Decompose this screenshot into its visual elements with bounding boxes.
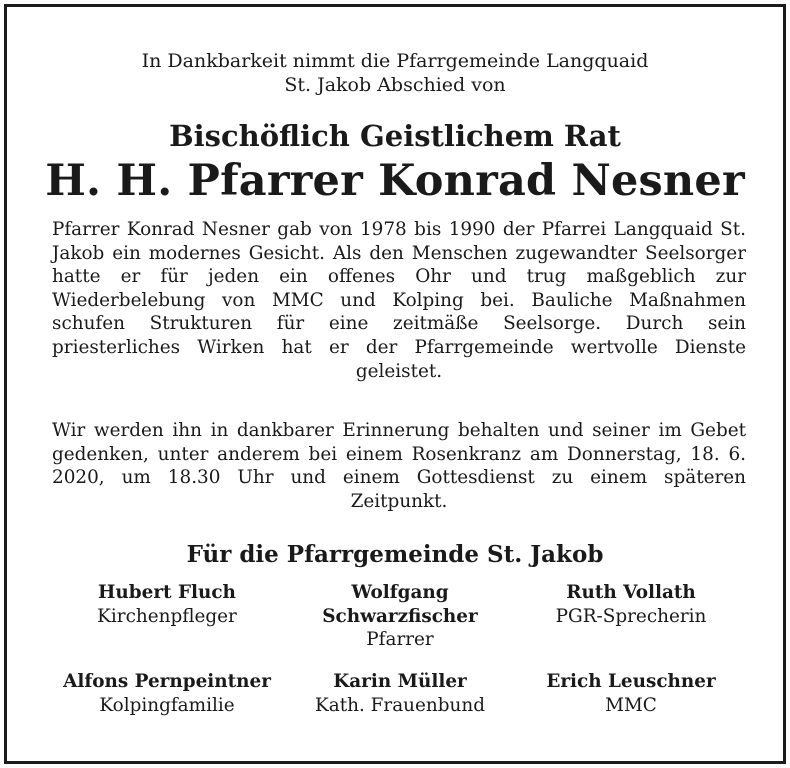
- signature-role: PGR-Sprecherin: [555, 605, 707, 627]
- signature-role: MMC: [605, 694, 657, 716]
- signature-karin-mueller: [270, 670, 530, 717]
- signature-alfons-pernpeintner: [37, 670, 297, 717]
- intro-text: [7, 49, 783, 97]
- deceased-name: H. H. Pfarrer Konrad Nesner: [45, 156, 745, 206]
- obituary-notice: [4, 4, 786, 764]
- signature-erich-leuschner: [501, 670, 761, 717]
- intro-line-2: St. Jakob Abschied von: [284, 74, 506, 96]
- signature-name-line-2: Schwarzfischer: [322, 605, 478, 627]
- signature-hubert-fluch: [37, 581, 297, 628]
- signature-name: Alfons Pernpeintner: [63, 671, 271, 692]
- honorific-title: Bischöflich Geistlichem Rat: [169, 119, 621, 153]
- signature-name: Ruth Vollath: [566, 582, 696, 603]
- signature-role: Kolpingfamilie: [99, 694, 235, 716]
- signature-name-line-1: Wolfgang: [351, 582, 449, 603]
- signature-role: Kath. Frauenbund: [315, 694, 485, 716]
- signature-wolfgang-schwarzfischer: [270, 581, 530, 652]
- signature-name: Erich Leuschner: [546, 671, 716, 692]
- signature-name: Hubert Fluch: [98, 582, 236, 603]
- signature-role: Kirchenpfleger: [97, 605, 237, 627]
- body-paragraph-1: Pfarrer Konrad Nesner gab von 1978 bis 1990 der Pfarrei Langquaid St. Jakob ein modernes Gesicht. Als den Menschen zugewandter Seelsorger hatte er für jeden ein offenes Ohr und trug maßgeblich zur Wiederbelebung von MMC und Kolping bei. Bauliche Maßnahmen schufen Strukturen für eine zeitmäße Seelsorge. Durch sein priesterliches Wirken hat er der Pfarrgemeinde wertvolle Dienste geleistet.: [52, 219, 746, 382]
- signature-role: Pfarrer: [366, 629, 434, 650]
- body-paragraph-2: Wir werden ihn in dankbarer Erinnerung behalten und seiner im Gebet gedenken, unter anderem bei einem Rosenkranz am Donnerstag, 18. 6. 2020, um 18.30 Uhr und einem Gottesdienst zu einem späteren Zeitpunkt.: [52, 420, 746, 512]
- signature-ruth-vollath: [501, 581, 761, 628]
- signatures-heading: Für die Pfarrgemeinde St. Jakob: [186, 541, 604, 568]
- intro-line-1: In Dankbarkeit nimmt die Pfarrgemeinde Langquaid: [141, 50, 649, 72]
- signature-name: Karin Müller: [333, 671, 467, 692]
